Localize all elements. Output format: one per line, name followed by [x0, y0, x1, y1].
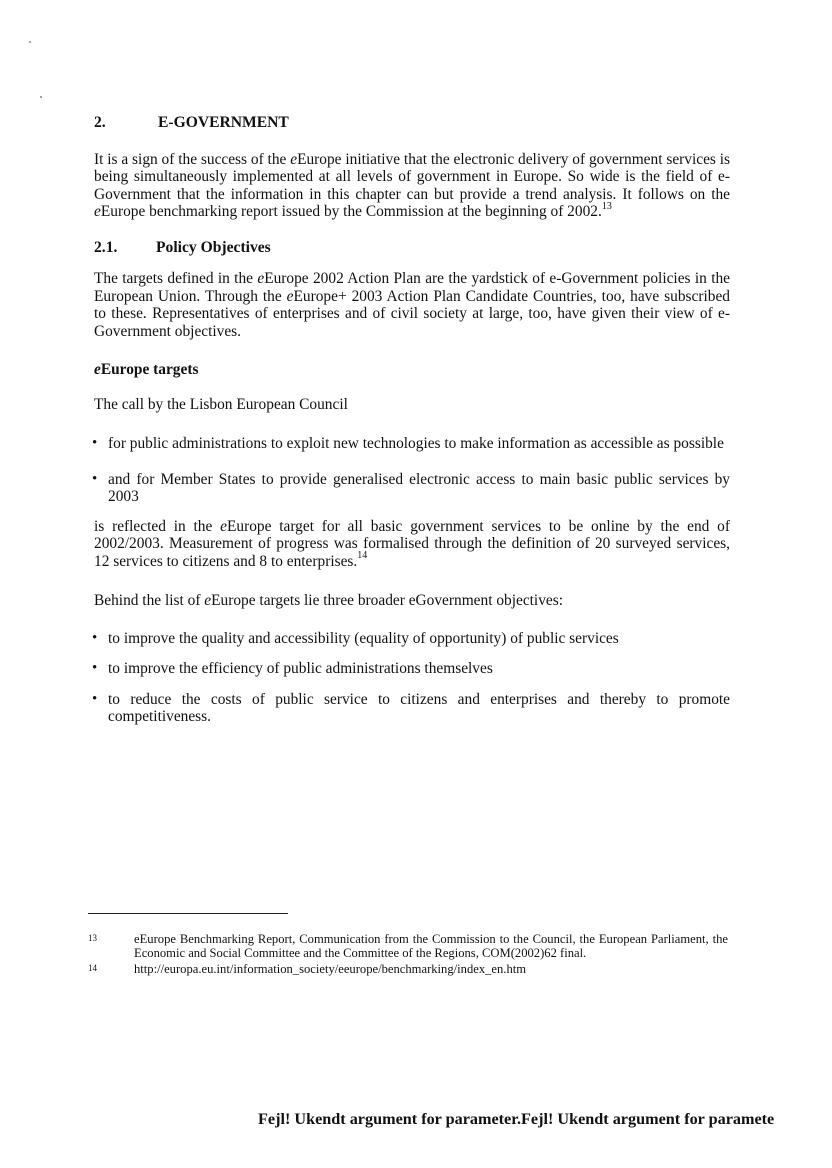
behind-paragraph: [94, 592, 730, 610]
list-item-text: for public administrations to exploit new technologies to make information as accessible as possible: [108, 435, 724, 452]
targets-heading-emphasis: e: [94, 361, 101, 378]
footnote-ref-13[interactable]: 13: [601, 200, 612, 212]
intro-emphasis: e: [290, 150, 298, 168]
main-content: [94, 114, 730, 739]
footnote-text: eEurope Benchmarking Report, Communication from the Commission to the Council, the European Parliament, the Economic and Social Committee and the Committee of the Regions, COM(2002)62 final.: [134, 932, 728, 961]
behind-text: Europe targets lie three broader eGovernment objectives:: [211, 592, 563, 609]
page-footer: Fejl! Ukendt argument for parameter.Fejl! Ukendt argument for paramete: [258, 1110, 775, 1128]
list-item: [94, 691, 730, 726]
subsection-number: 2.1.: [94, 238, 118, 256]
intro-text: Europe benchmarking report issued by the Commission at the beginning of 2002.: [100, 203, 602, 220]
policy-emphasis: e: [257, 270, 265, 287]
footnote-link[interactable]: http://europa.eu.int/information_society/eeurope/benchmarking/index_en.htm: [134, 962, 527, 977]
list-item-text: to improve the quality and accessibility (equality of opportunity) of public services: [108, 629, 619, 647]
behind-emphasis: e: [204, 592, 212, 609]
reflected-text: is reflected in the: [94, 517, 221, 535]
intro-paragraph: [94, 151, 730, 221]
footnotes: [88, 932, 728, 979]
policy-emphasis: e: [286, 287, 294, 305]
footnote-divider: [88, 913, 288, 914]
policy-paragraph: [94, 270, 730, 340]
bullet-icon: •: [92, 470, 98, 487]
section-number: 2.: [94, 114, 106, 131]
lisbon-bullet-list: [94, 435, 730, 506]
policy-text: The targets defined in the: [94, 270, 258, 287]
bullet-icon: •: [92, 435, 98, 451]
subsection-heading: [94, 239, 730, 257]
footnote-14: [88, 962, 728, 976]
reflected-text: Europe target for all basic government services to be online by the end of 2002/2003. Measurement of progress was formalised through the definition of 20 surveyed services, 12 services to citizens and 8 to enterprises.: [94, 517, 730, 570]
list-item: [94, 660, 730, 678]
bullet-icon: •: [92, 629, 98, 646]
footnote-number: 13: [88, 933, 97, 943]
intro-text: Europe initiative that the electronic delivery of government services is being simultaneously implemented at all levels of government in Europe. So wide is the field of e-Government that the information in this chapter can but provide a trend analysis. It follows on the: [94, 150, 731, 203]
scan-speck: [40, 96, 42, 98]
list-item-text: and for Member States to provide generalised electronic access to main basic public services by 2003: [108, 470, 730, 505]
reflected-emphasis: e: [220, 517, 227, 535]
targets-heading-text: Europe targets: [100, 361, 199, 378]
section-title: E-GOVERNMENT: [158, 114, 289, 131]
list-item-text: to reduce the costs of public service to citizens and enterprises and thereby to promote competitiveness.: [108, 690, 730, 725]
bullet-icon: •: [92, 660, 98, 676]
policy-text: Europe 2002 Action Plan are the yardstick of e-Government policies in the European Union. Through the: [94, 270, 730, 305]
intro-text: It is a sign of the success of the: [94, 150, 291, 168]
subsection-title: Policy Objectives: [156, 238, 271, 256]
list-item: [94, 435, 730, 453]
footnote-13: [88, 932, 728, 960]
list-item: [94, 471, 730, 506]
list-item: [94, 630, 730, 648]
section-heading: [94, 114, 730, 132]
behind-text: Behind the list of: [94, 592, 205, 609]
objectives-bullet-list: [94, 630, 730, 726]
footnote-ref-14[interactable]: 14: [357, 550, 368, 562]
reflected-paragraph: [94, 518, 730, 571]
scan-speck: [29, 41, 31, 43]
lisbon-intro: The call by the Lisbon European Council: [94, 395, 348, 413]
targets-heading: [94, 361, 730, 379]
footnote-number: 14: [88, 963, 97, 974]
bullet-icon: •: [92, 690, 98, 707]
list-item-text: to improve the efficiency of public administrations themselves: [108, 660, 493, 677]
intro-emphasis: e: [94, 203, 101, 220]
policy-text: Europe+ 2003 Action Plan Candidate Countries, too, have subscribed to these. Representatives of enterprises and of civil society at large, too, have given their view of e-Government objectives.: [94, 287, 730, 340]
